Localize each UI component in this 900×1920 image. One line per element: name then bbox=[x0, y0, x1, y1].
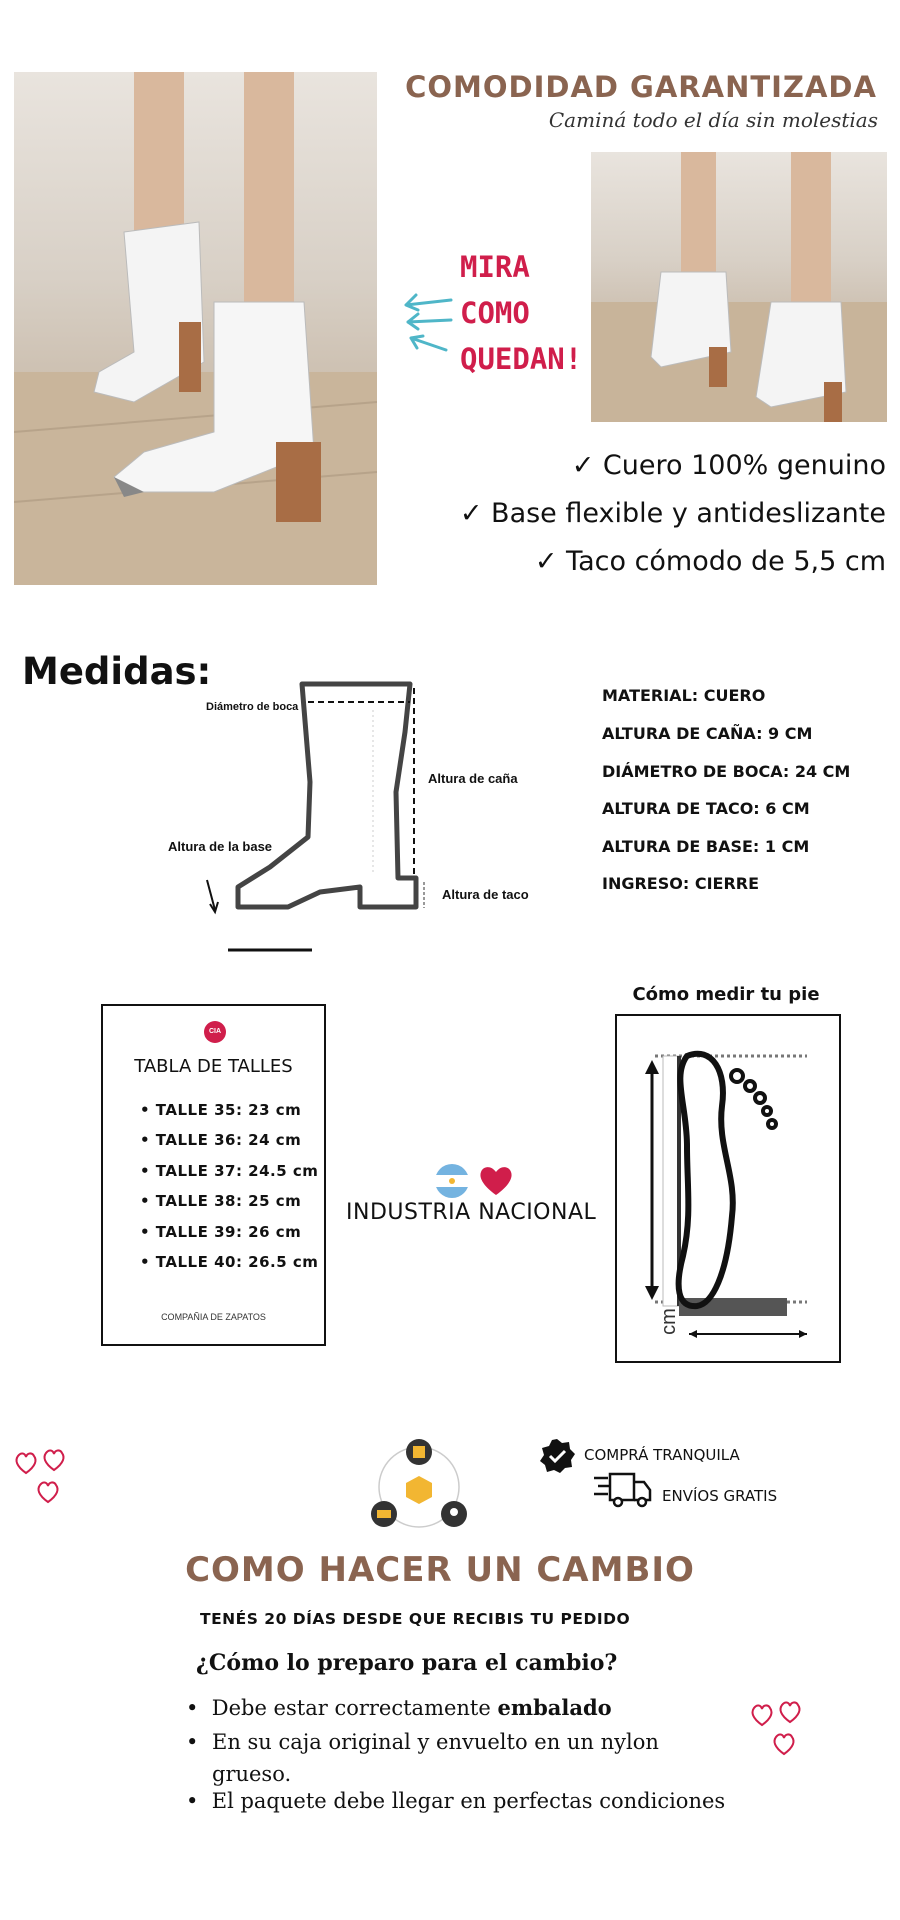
spec-taco: ALTURA DE TACO: 6 CM bbox=[602, 799, 810, 818]
secure-purchase-label: COMPRÁ TRANQUILA bbox=[584, 1446, 740, 1464]
exchange-question: ¿Cómo lo preparo para el cambio? bbox=[196, 1650, 618, 1676]
size-table-footer: COMPAÑIA DE ZAPATOS bbox=[161, 1312, 266, 1322]
verified-badge-icon bbox=[538, 1437, 576, 1475]
boot-photo-large bbox=[14, 72, 377, 585]
foot-measure-diagram bbox=[617, 1016, 837, 1358]
exchange-bullet-1 bbox=[186, 1695, 746, 1720]
hearts-decoration-icon bbox=[12, 1448, 72, 1508]
callout-line-1: MIRA bbox=[460, 250, 530, 284]
size-table-title: TABLA DE TALLES bbox=[134, 1056, 293, 1077]
bullet-dot: • bbox=[186, 1789, 212, 1813]
boot-diagram bbox=[160, 672, 460, 962]
label-altura-taco: Altura de taco bbox=[442, 887, 529, 902]
bullet-3-text: El paquete debe llegar en perfectas condiciones bbox=[211, 1789, 726, 1813]
spec-ingreso: INGRESO: CIERRE bbox=[602, 874, 760, 893]
bullet-1-bold: embalado bbox=[497, 1695, 612, 1720]
exchange-bullet-2 bbox=[186, 1726, 666, 1790]
bullet-1-text: Debe estar correctamente bbox=[211, 1696, 498, 1720]
bullet-2-text: En su caja original y envuelto en un nylon grueso. bbox=[212, 1730, 659, 1786]
delivery-truck-icon bbox=[592, 1470, 652, 1510]
size-item: • TALLE 39: 26 cm bbox=[140, 1223, 302, 1241]
boot-photo-small bbox=[591, 152, 887, 422]
size-item: • TALLE 36: 24 cm bbox=[140, 1131, 302, 1149]
size-item: • TALLE 37: 24.5 cm bbox=[140, 1162, 319, 1180]
spec-cana: ALTURA DE CAÑA: 9 CM bbox=[602, 724, 813, 743]
size-item: • TALLE 38: 25 cm bbox=[140, 1192, 302, 1210]
bullet-dot: • bbox=[186, 1730, 199, 1754]
callout-line-2: COMO bbox=[460, 296, 530, 330]
feature-leather: ✓ Cuero 100% genuino bbox=[571, 450, 886, 481]
label-altura-cana: Altura de caña bbox=[428, 771, 518, 786]
boot-illustration-small bbox=[591, 152, 887, 422]
label-diametro-boca: Diámetro de boca bbox=[206, 701, 299, 713]
spec-material: MATERIAL: CUERO bbox=[602, 686, 766, 705]
hearts-decoration-icon bbox=[748, 1700, 808, 1760]
foot-measure-title: Cómo medir tu pie bbox=[632, 984, 820, 1005]
boot-illustration-large bbox=[14, 72, 377, 585]
logistics-icon bbox=[364, 1432, 474, 1532]
spec-base: ALTURA DE BASE: 1 CM bbox=[602, 837, 810, 856]
brand-logo-icon: CIA bbox=[204, 1021, 226, 1043]
spec-boca: DIÁMETRO DE BOCA: 24 CM bbox=[602, 762, 851, 781]
feature-base: ✓ Base flexible y antideslizante bbox=[459, 498, 886, 529]
size-item: • TALLE 40: 26.5 cm bbox=[140, 1253, 319, 1271]
teal-arrows-icon bbox=[396, 280, 456, 360]
argentina-flag-icon bbox=[434, 1163, 470, 1199]
exchange-title: COMO HACER UN CAMBIO bbox=[185, 1550, 695, 1590]
feature-heel: ✓ Taco cómodo de 5,5 cm bbox=[534, 546, 886, 577]
hero-subtitle: Caminá todo el día sin molestias bbox=[548, 108, 878, 132]
industry-label: INDUSTRIA NACIONAL bbox=[346, 1200, 597, 1225]
hero-title: COMODIDAD GARANTIZADA bbox=[405, 70, 877, 104]
heart-icon bbox=[478, 1163, 514, 1197]
callout-line-3: QUEDAN! bbox=[460, 342, 583, 376]
measures-heading: Medidas: bbox=[22, 650, 212, 693]
bullet-dot: • bbox=[186, 1696, 212, 1720]
unit-label: cm bbox=[657, 1308, 680, 1335]
free-shipping-label: ENVÍOS GRATIS bbox=[662, 1487, 778, 1505]
label-altura-base: Altura de la base bbox=[168, 839, 273, 854]
exchange-bullet-3 bbox=[186, 1789, 746, 1813]
size-item: • TALLE 35: 23 cm bbox=[140, 1101, 302, 1119]
exchange-subtitle: TENÉS 20 DÍAS DESDE QUE RECIBIS TU PEDIDO bbox=[200, 1610, 631, 1628]
